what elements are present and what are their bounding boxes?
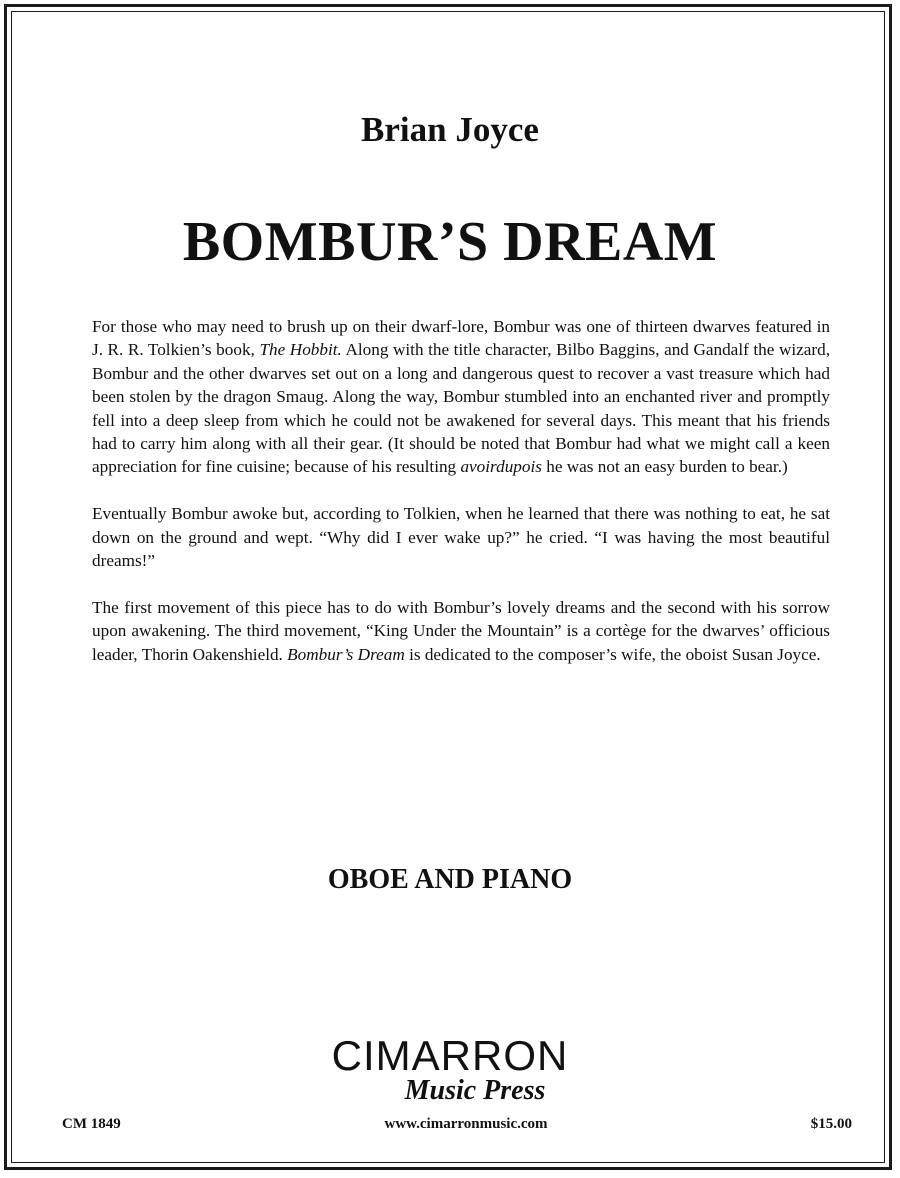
price: $15.00 [810,1116,852,1132]
instrumentation: OBOE AND PIANO [327,864,573,895]
publisher-name: CIMARRON [331,1032,569,1079]
word-avoirdupois: avoirdupois [460,457,542,477]
piece-title-italic: Bombur’s Dream [287,644,405,664]
paragraph-1-text-2: Along with the title character, Bilbo Baggins, and Gandalf the wizard, Bombur and the other dwarves set out on a long and dangerous quest to recover a vast treasure which had been stolen by the dragon Smaug. Along the way, Bombur stumbled into an enchanted river and promptly fell into a deep sleep from which he could not be awakened for several days. This meant that his friends had to carry him along with all their gear. (It should be noted that Bombur had what we might call a keen appreciation for fine cuisine; because of his resulting [92,340,831,477]
publisher-logo [0,1034,900,1106]
description-block [92,315,830,689]
description-paragraph-1 [92,315,830,479]
paragraph-1-text-1: For those who may need to brush up on their dwarf-lore, Bombur was one of thirteen dwarves featured in J. R. R. Tolkien’s book, [92,317,830,360]
catalog-number: CM 1849 [62,1116,121,1132]
paragraph-3-text-1: The first movement of this piece has to do with Bombur’s lovely dreams and the second with his sorrow upon awakening. The third movement, “King Under the Mountain” is a cortège for the dwarves’ officious leader, Thorin Oakenshield. [92,597,830,664]
paragraph-2-text-1: Eventually Bombur awoke but, according to Tolkien, when he learned that there was nothing to eat, he sat down on the ground and wept. “Why did I ever wake up?” he cried. “I was having the most beautiful dreams!” [92,504,830,571]
composer-name: Brian Joyce [361,110,539,149]
description-paragraph-2 [92,502,830,572]
paragraph-3-text-2: is dedicated to the composer’s wife, the oboist Susan Joyce. [404,644,821,664]
paragraph-1-text-3: he was not an easy burden to bear.) [541,457,788,477]
description-paragraph-3 [92,596,830,666]
publisher-website: www.cimarronmusic.com [384,1116,548,1132]
publisher-subtitle: Music Press [404,1075,546,1106]
book-title-the-hobbit: The Hobbit. [259,340,342,360]
piece-title: BOMBUR’S DREAM [182,211,718,273]
